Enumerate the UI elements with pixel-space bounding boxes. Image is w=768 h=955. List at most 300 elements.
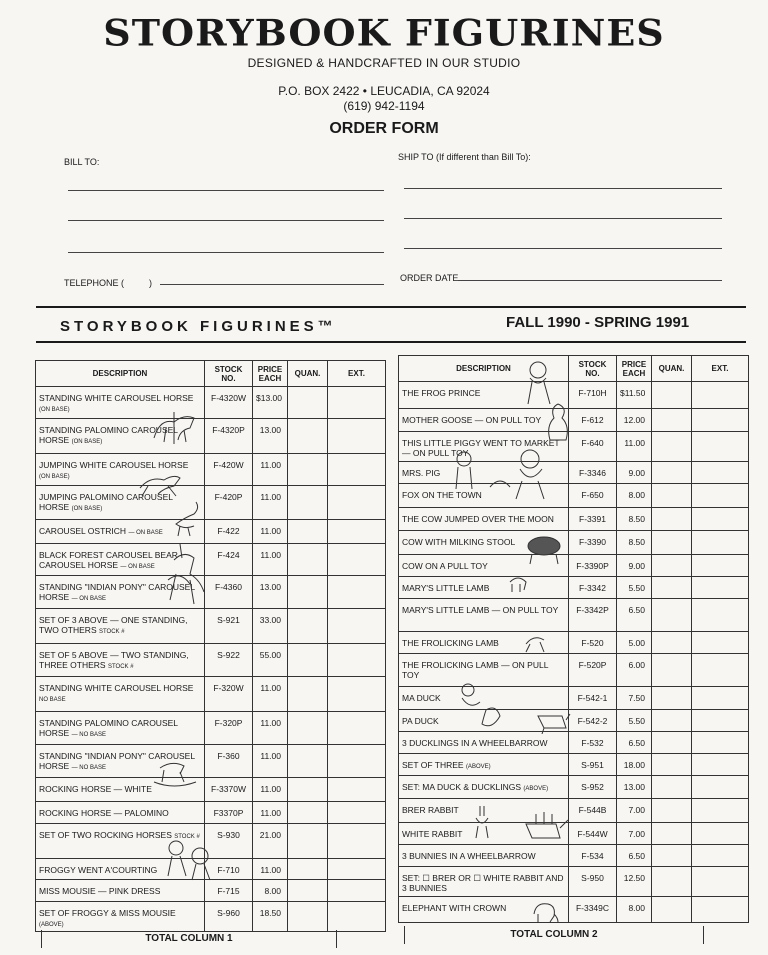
item-price: 11.00 [253,802,288,824]
col-description: DESCRIPTION [399,356,569,382]
item-quantity-cell[interactable] [288,880,328,902]
item-quantity-cell[interactable] [652,867,692,897]
item-stock-no: F-3349C [569,897,617,923]
item-price: 5.50 [617,577,652,599]
item-stock-no: F-710 [205,859,253,880]
table-row [399,776,749,799]
item-description-text: BRER RABBIT [402,805,459,815]
item-description [36,802,205,824]
company-address: P.O. BOX 2422 • LEUCADIA, CA 92024 [278,84,490,98]
telephone-line[interactable] [160,284,384,285]
item-description-text: THE FROG PRINCE [402,388,481,398]
item-description-text: SET: MA DUCK & DUCKLINGS [402,782,522,792]
item-extension-cell[interactable] [692,654,749,687]
item-extension-cell[interactable] [692,555,749,577]
item-stock-no: F-542-1 [569,687,617,710]
item-price: 12.50 [617,867,652,897]
item-price: 8.00 [617,484,652,508]
item-quantity-cell[interactable] [288,902,328,932]
item-price: 18.00 [617,754,652,776]
item-quantity-cell[interactable] [652,555,692,577]
item-stock-no: F-424 [205,544,253,576]
item-price: 9.00 [617,555,652,577]
item-note: (ABOVE) [465,764,491,770]
item-quantity-cell[interactable] [288,824,328,859]
table-row [399,845,749,867]
company-title: STORYBOOK FIGURINES [103,11,665,54]
item-price: 7.00 [617,823,652,845]
item-description-text: ROCKING HORSE — PALOMINO [39,808,169,818]
item-extension-cell[interactable] [692,799,749,823]
item-stock-no: F-3342 [569,577,617,599]
col-stock: STOCK NO. [569,356,617,382]
item-price: 8.50 [617,531,652,555]
item-note: — ON BASE [71,596,106,602]
total-column-2: TOTAL COLUMN 2 [404,926,704,944]
item-stock-no: F-420W [205,454,253,486]
item-price: 5.00 [617,632,652,654]
wheelbarrow-illustration [536,704,572,734]
item-quantity-cell[interactable] [652,776,692,799]
item-price: 7.50 [617,687,652,710]
item-quantity-cell[interactable] [652,823,692,845]
item-note: — NO BASE [71,765,106,771]
item-quantity-cell[interactable] [288,520,328,544]
item-stock-no: S-950 [569,867,617,897]
col-description: DESCRIPTION [36,361,205,387]
table-row [399,632,749,654]
item-price: 8.00 [617,897,652,923]
item-extension-cell[interactable] [328,486,386,520]
item-stock-no: F3370P [205,802,253,824]
item-description [399,845,569,867]
item-description-text: FOX ON THE TOWN [402,490,482,500]
item-extension-cell[interactable] [328,824,386,859]
item-quantity-cell[interactable] [652,710,692,732]
table-row [399,710,749,732]
item-extension-cell[interactable] [692,897,749,923]
band-brand: STORYBOOK FIGURINES™ [60,318,337,335]
item-note: (ABOVE) [39,922,64,928]
item-quantity-cell[interactable] [288,576,328,609]
jumping-horse-illustration [138,470,182,498]
ship-to-line-1[interactable] [404,188,722,189]
ostrich-illustration [166,498,206,538]
item-price: 13.00 [253,576,288,609]
item-extension-cell[interactable] [328,802,386,824]
item-description-text: COW ON A PULL TOY [402,561,488,571]
ship-to-line-3[interactable] [404,248,722,249]
table-row [399,508,749,531]
total-column-1: TOTAL COLUMN 1 [41,930,337,948]
item-stock-no: F-360 [205,745,253,778]
table-row [36,609,386,644]
item-note: — ON BASE [128,530,163,536]
item-extension-cell[interactable] [692,776,749,799]
table-row [399,654,749,687]
item-description [36,609,205,644]
item-quantity-cell[interactable] [288,419,328,454]
item-stock-no: F-534 [569,845,617,867]
item-description-text: SET OF 3 ABOVE — ONE STANDING, TWO OTHERS [39,615,188,635]
item-note: (ON BASE) [71,439,103,445]
item-price: 11.00 [253,712,288,745]
item-price: 11.00 [253,859,288,880]
item-price: 13.00 [617,776,652,799]
item-description-text: SET OF FROGGY & MISS MOUSIE [39,908,176,918]
item-extension-cell[interactable] [328,859,386,880]
item-stock-no: F-612 [569,409,617,432]
item-stock-no: S-960 [205,902,253,932]
item-price: 11.00 [253,544,288,576]
table-row [36,802,386,824]
item-note: — NO BASE [71,732,106,738]
item-quantity-cell[interactable] [288,859,328,880]
item-quantity-cell[interactable] [652,845,692,867]
item-note: STOCK # [174,834,200,840]
item-quantity-cell[interactable] [652,897,692,923]
item-stock-no: F-422 [205,520,253,544]
table-row [36,419,386,454]
table-row [399,531,749,555]
item-description-text: THE COW JUMPED OVER THE MOON [402,514,554,524]
item-quantity-cell[interactable] [652,577,692,599]
item-quantity-cell[interactable] [652,484,692,508]
item-note: STOCK # [107,664,134,670]
ship-to-line-2[interactable] [404,218,722,219]
item-description-text: PA DUCK [402,716,439,726]
item-description-text: STANDING "INDIAN PONY" CAROUSEL HORSE [39,751,195,771]
item-description-text: STANDING PALOMINO CAROUSEL HORSE [39,718,178,738]
item-note: (ON BASE) [39,474,70,480]
item-extension-cell[interactable] [328,712,386,745]
item-stock-no: F-520 [569,632,617,654]
item-description [399,599,569,632]
item-description [36,644,205,677]
item-description-text: SET OF THREE [402,760,464,770]
indian-pony-illustration [160,540,210,610]
item-quantity-cell[interactable] [652,508,692,531]
table-row [36,902,386,932]
table-row [36,387,386,419]
item-extension-cell[interactable] [692,867,749,897]
table-row [399,754,749,776]
bill-to-label: BILL TO: [64,157,100,167]
item-quantity-cell[interactable] [288,544,328,576]
table-row [399,799,749,823]
item-quantity-cell[interactable] [652,409,692,432]
item-stock-no: F-3390 [569,531,617,555]
item-description-text: THE FROLICKING LAMB — ON PULL TOY [402,660,549,680]
item-stock-no: F-420P [205,486,253,520]
item-price: 8.00 [253,880,288,902]
item-extension-cell[interactable] [328,454,386,486]
item-description-text: STANDING "INDIAN PONY" CAROUSEL HORSE [39,582,195,602]
item-note: NO BASE [39,697,66,703]
item-quantity-cell[interactable] [652,599,692,632]
item-extension-cell[interactable] [328,745,386,778]
item-description-text: ROCKING HORSE — WHITE [39,784,152,794]
item-stock-no: F-4360 [205,576,253,609]
item-quantity-cell[interactable] [288,712,328,745]
item-price: 7.00 [617,799,652,823]
item-description-text: MARY'S LITTLE LAMB [402,583,490,593]
item-extension-cell[interactable] [328,880,386,902]
table-row [36,454,386,486]
item-extension-cell[interactable] [692,484,749,508]
form-title: ORDER FORM [329,120,439,137]
item-description [399,577,569,599]
item-description-text: MISS MOUSIE — PINK DRESS [39,886,161,896]
item-description-text: THIS LITTLE PIGGY WENT TO MARKET — ON PULL TOY [402,438,560,458]
item-stock-no: F-710H [569,382,617,409]
item-stock-no: F-3346 [569,462,617,484]
item-price: 6.50 [617,845,652,867]
col-price: PRICE EACH [617,356,652,382]
table-row [36,778,386,802]
col-quan: QUAN. [652,356,692,382]
item-quantity-cell[interactable] [652,382,692,409]
item-stock-no: F-3370W [205,778,253,802]
item-stock-no: F-715 [205,880,253,902]
company-subtitle: DESIGNED & HANDCRAFTED IN OUR STUDIO [247,56,521,70]
table-row [399,732,749,754]
item-description-text: BLACK FOREST CAROUSEL BEAR CAROUSEL HORSE [39,550,178,570]
item-description-text: COW WITH MILKING STOOL [402,537,516,547]
item-stock-no: S-930 [205,824,253,859]
item-quantity-cell[interactable] [652,687,692,710]
item-extension-cell[interactable] [328,902,386,932]
item-note: (ON BASE) [39,407,70,413]
item-description [399,754,569,776]
item-extension-cell[interactable] [692,687,749,710]
company-phone: (619) 942-1194 [343,99,425,113]
item-stock-no: F-650 [569,484,617,508]
table-row [399,687,749,710]
item-quantity-cell[interactable] [288,486,328,520]
item-description [36,677,205,712]
table-row [36,544,386,576]
item-extension-cell[interactable] [328,576,386,609]
item-quantity-cell[interactable] [652,754,692,776]
table-row [399,599,749,632]
bill-to-line-2[interactable] [68,220,384,221]
item-extension-cell[interactable] [328,609,386,644]
item-stock-no: S-952 [569,776,617,799]
item-quantity-cell[interactable] [288,745,328,778]
item-stock-no: F-542-2 [569,710,617,732]
item-description-text: SET OF 5 ABOVE — TWO STANDING, THREE OTHERS [39,650,189,670]
item-price: 6.50 [617,599,652,632]
item-price: 8.50 [617,508,652,531]
bill-to-line-1[interactable] [68,190,384,191]
item-price: 6.50 [617,732,652,754]
ship-to-label: SHIP TO (If different than Bill To): [398,152,531,162]
table-row [399,897,749,923]
item-price: 11.00 [253,454,288,486]
order-date-label: ORDER DATE [400,273,459,283]
item-price: 9.00 [617,462,652,484]
item-description-text: MOTHER GOOSE — ON PULL TOY [402,415,542,425]
item-quantity-cell[interactable] [652,732,692,754]
item-price: 12.00 [617,409,652,432]
item-description-text: JUMPING WHITE CAROUSEL HORSE [39,460,189,470]
telephone-label: TELEPHONE ( ) [64,278,153,288]
item-extension-cell[interactable] [692,732,749,754]
item-price: 11.00 [253,745,288,778]
item-quantity-cell[interactable] [288,677,328,712]
item-quantity-cell[interactable] [652,531,692,555]
col-ext: EXT. [328,361,386,387]
item-description-text: STANDING PALOMINO CAROUSEL HORSE [39,425,178,445]
item-description-text: 3 DUCKLINGS IN A WHEELBARROW [402,738,548,748]
table-row [399,577,749,599]
item-description-text: MA DUCK [402,693,441,703]
item-description-text: MARY'S LITTLE LAMB — ON PULL TOY [402,605,559,615]
item-extension-cell[interactable] [328,520,386,544]
table-row [36,644,386,677]
item-description-text: STANDING WHITE CAROUSEL HORSE [39,683,194,693]
item-stock-no: F-544B [569,799,617,823]
item-quantity-cell[interactable] [652,799,692,823]
carousel-horse-illustration [150,408,200,446]
item-stock-no: F-3391 [569,508,617,531]
item-extension-cell[interactable] [692,409,749,432]
item-extension-cell[interactable] [692,632,749,654]
item-extension-cell[interactable] [692,531,749,555]
item-extension-cell[interactable] [692,754,749,776]
item-extension-cell[interactable] [692,508,749,531]
item-description-text: STANDING WHITE CAROUSEL HORSE [39,393,194,403]
item-price: 11.00 [253,520,288,544]
item-stock-no: F-532 [569,732,617,754]
item-quantity-cell[interactable] [652,654,692,687]
item-stock-no: F-4320W [205,387,253,419]
item-description-text: THE FROLICKING LAMB [402,638,499,648]
item-note: (ON BASE) [71,506,103,512]
item-note: STOCK # [98,629,125,635]
bill-to-line-3[interactable] [68,252,384,253]
item-stock-no: F-320W [205,677,253,712]
item-description-text: MRS. PIG [402,468,441,478]
item-description-text: JUMPING PALOMINO CAROUSEL HORSE [39,492,173,512]
brer-rabbit-illustration [472,804,492,840]
item-extension-cell[interactable] [692,577,749,599]
item-price: 5.50 [617,710,652,732]
item-quantity-cell[interactable] [652,432,692,462]
cow-stool-illustration [522,528,568,566]
item-price: 33.00 [253,609,288,644]
band-rule-top [36,306,746,308]
pigs-illustration [450,445,560,505]
col-ext: EXT. [692,356,749,382]
item-description-text: 3 BUNNIES IN A WHEELBARROW [402,851,536,861]
item-stock-no: F-3390P [569,555,617,577]
item-description-text: SET OF TWO ROCKING HORSES [39,830,172,840]
table-row [36,677,386,712]
table-row [36,712,386,745]
table-row [36,486,386,520]
item-description-text: FROGGY WENT A'COURTING [39,865,158,875]
item-price: 55.00 [253,644,288,677]
col-stock: STOCK NO. [205,361,253,387]
item-extension-cell[interactable] [328,544,386,576]
table-row [36,745,386,778]
item-extension-cell[interactable] [692,432,749,462]
elephant-illustration [530,898,560,924]
item-description [36,902,205,932]
item-note: — ON BASE [120,564,155,570]
item-description [36,712,205,745]
item-quantity-cell[interactable] [652,632,692,654]
item-quantity-cell[interactable] [288,778,328,802]
table-row [36,520,386,544]
item-stock-no: F-4320P [205,419,253,454]
item-stock-no: F-640 [569,432,617,462]
item-quantity-cell[interactable] [288,609,328,644]
table-row [399,867,749,897]
order-date-line[interactable] [458,280,722,281]
item-note: (ABOVE) [523,786,549,792]
lamb-illustration [506,572,530,594]
item-stock-no: S-922 [205,644,253,677]
rocking-horse-illustration [150,758,200,788]
col-price: PRICE EACH [253,361,288,387]
item-price: 11.00 [253,677,288,712]
item-extension-cell[interactable] [692,823,749,845]
table-row [399,823,749,845]
item-stock-no: S-951 [569,754,617,776]
froggy-illustration [160,834,216,884]
mother-goose-illustration [540,400,574,450]
item-extension-cell[interactable] [328,778,386,802]
item-quantity-cell[interactable] [652,462,692,484]
item-extension-cell[interactable] [328,419,386,454]
item-price: $11.50 [617,382,652,409]
band-rule-bottom [36,341,746,343]
ducks-illustration [456,680,506,736]
item-price: 11.00 [253,778,288,802]
item-stock-no: F-3342P [569,599,617,632]
item-stock-no: F-520P [569,654,617,687]
item-quantity-cell[interactable] [288,802,328,824]
item-description [399,867,569,897]
item-stock-no: F-320P [205,712,253,745]
item-price: 13.00 [253,419,288,454]
col-quan: QUAN. [288,361,328,387]
item-quantity-cell[interactable] [288,644,328,677]
table-row [36,576,386,609]
frolicking-lamb-illustration [522,630,548,654]
item-price: 6.00 [617,654,652,687]
item-extension-cell[interactable] [692,382,749,409]
item-description [399,776,569,799]
item-extension-cell[interactable] [328,677,386,712]
item-extension-cell[interactable] [328,644,386,677]
item-description-text: WHITE RABBIT [402,829,463,839]
item-price: 11.00 [253,486,288,520]
item-price: $13.00 [253,387,288,419]
item-stock-no: S-921 [205,609,253,644]
item-extension-cell[interactable] [692,710,749,732]
item-quantity-cell[interactable] [288,387,328,419]
item-extension-cell[interactable] [692,599,749,632]
item-quantity-cell[interactable] [288,454,328,486]
item-extension-cell[interactable] [692,462,749,484]
table-row [399,555,749,577]
item-extension-cell[interactable] [328,387,386,419]
item-extension-cell[interactable] [692,845,749,867]
